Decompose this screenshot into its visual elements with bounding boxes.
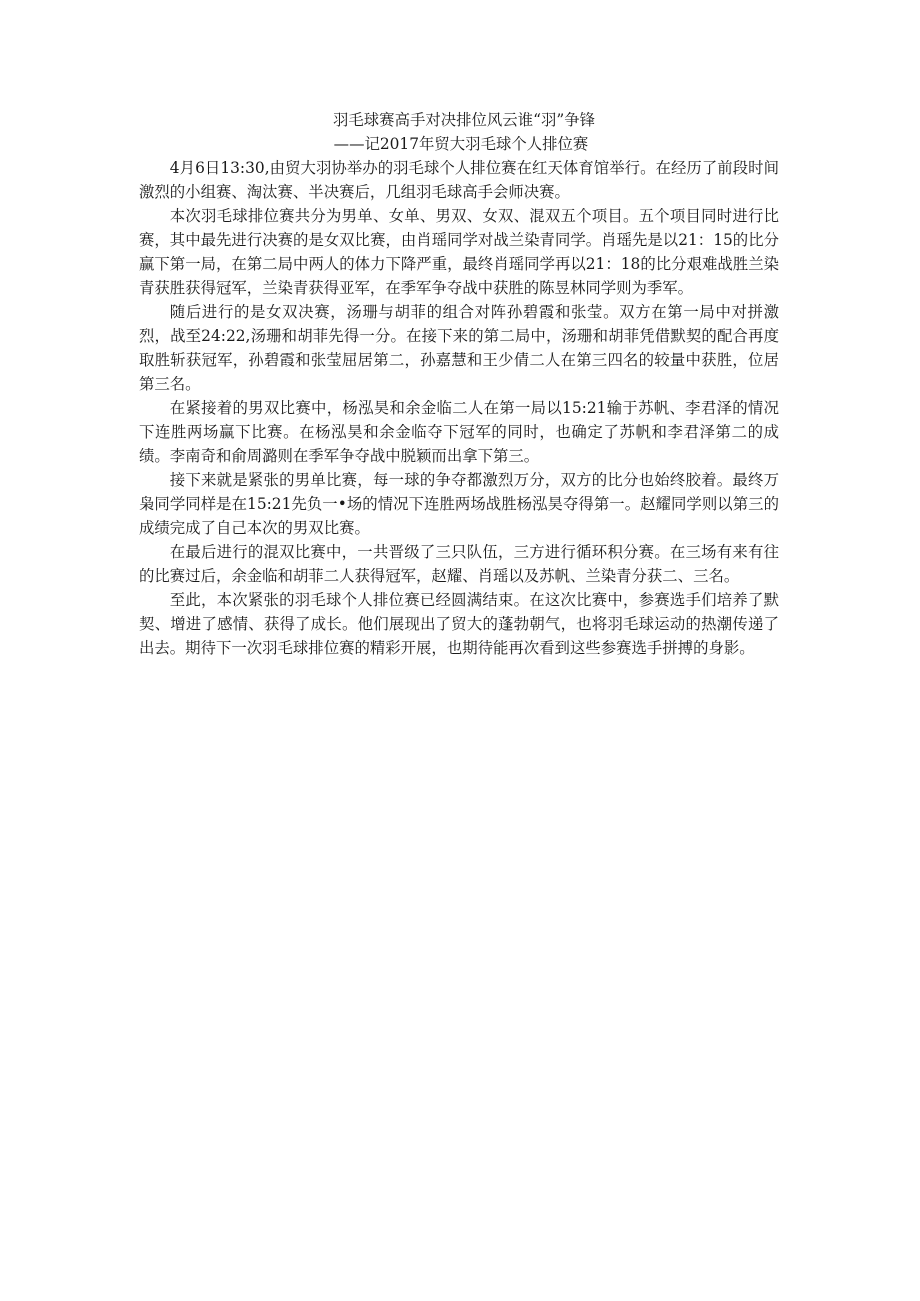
paragraph-intro: 4月6日13:30,由贸大羽协举办的羽毛球个人排位赛在红天体育馆举行。在经历了前段时间激烈的小组赛、淘汰赛、半决赛后，几组羽毛球高手会师决赛。 — [139, 159, 779, 201]
paragraph-mens-doubles: 在紧接着的男双比赛中，杨泓昊和余金临二人在第一局以15:21输于苏帆、李君泽的情况下连胜两场赢下比赛。在杨泓昊和余金临夺下冠军的同时，也确定了苏帆和李君泽第二的成绩。李南奇和俞周潞则在季军争夺战中脱颖而出拿下第三。 — [139, 399, 779, 465]
paragraph-womens-singles: 本次羽毛球排位赛共分为男单、女单、男双、女双、混双五个项目。五个项目同时进行比赛，其中最先进行决赛的是女双比赛，由肖瑶同学对战兰染青同学。肖瑶先是以21：15的比分赢下第一局，在第二局中两人的体力下降严重，最终肖瑶同学再以21：18的比分艰难战胜兰染青获胜获得冠军，兰染青获得亚军，在季军争夺战中获胜的陈昱林同学则为季军。 — [139, 207, 779, 297]
paragraph-womens-doubles: 随后进行的是女双决赛，汤珊与胡菲的组合对阵孙碧霞和张莹。双方在第一局中对拼激烈，战至24:22,汤珊和胡菲先得一分。在接下来的第二局中，汤珊和胡菲凭借默契的配合再度取胜斩获冠军，孙碧霞和张莹屈居第二，孙嘉慧和王少倩二人在第三四名的较量中获胜，位居第三名。 — [139, 303, 779, 393]
paragraph-mens-singles: 接下来就是紧张的男单比赛，每一球的争夺都激烈万分，双方的比分也始终胶着。最终万枭同学同样是在15:21先负一•场的情况下连胜两场战胜杨泓昊夺得第一。赵耀同学则以第三的成绩完成了自己本次的男双比赛。 — [139, 471, 779, 537]
paragraph-conclusion: 至此，本次紧张的羽毛球个人排位赛已经圆满结束。在这次比赛中，参赛选手们培养了默契、增进了感情、获得了成长。他们展现出了贸大的蓬勃朝气，也将羽毛球运动的热潮传递了出去。期待下一次羽毛球排位赛的精彩开展，也期待能再次看到这些参赛选手拼搏的身影。 — [139, 591, 779, 657]
article — [139, 108, 779, 660]
paragraph-mixed-doubles: 在最后进行的混双比赛中，一共晋级了三只队伍，三方进行循环积分赛。在三场有来有往的比赛过后，余金临和胡菲二人获得冠军，赵耀、肖瑶以及苏帆、兰染青分获二、三名。 — [139, 543, 779, 585]
article-title: 羽毛球赛高手对决排位风云谁“羽”争锋 — [333, 111, 595, 129]
article-subtitle: ——记2017年贸大羽毛球个人排位赛 — [333, 135, 589, 153]
